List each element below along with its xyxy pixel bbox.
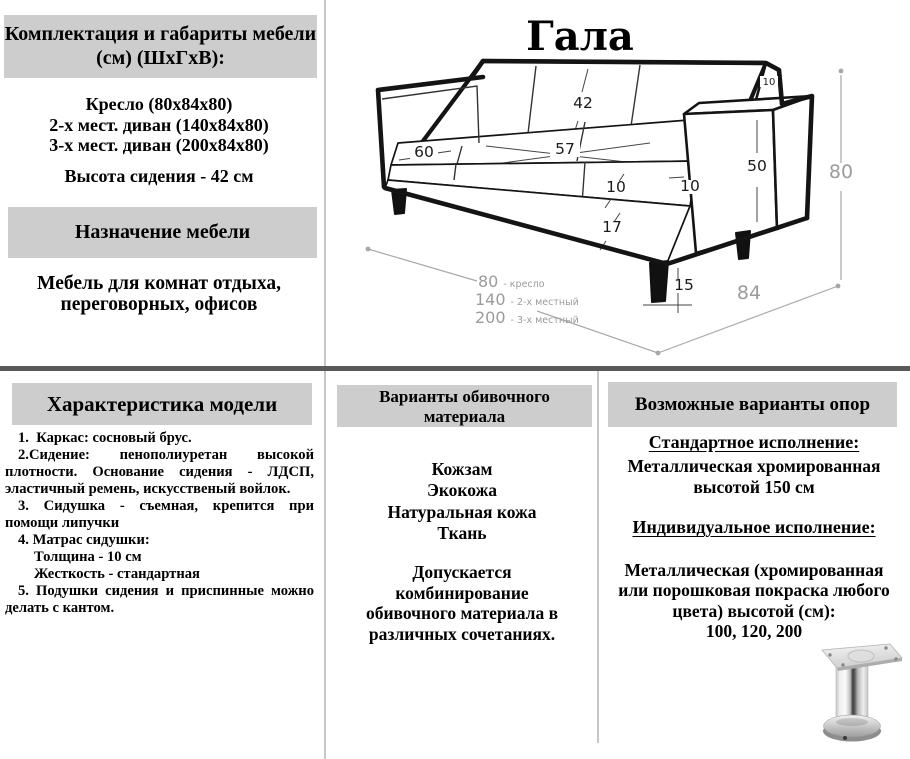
leg-screw-hole bbox=[884, 646, 887, 649]
dim-leg-height: 15 bbox=[674, 276, 694, 294]
characteristics-line: помощи липучки bbox=[5, 515, 120, 531]
upholstery-header-box bbox=[337, 385, 592, 427]
material-item: Натуральная кожа bbox=[387, 501, 537, 522]
upholstery-note-line: комбинирование bbox=[395, 582, 529, 603]
upholstery-header-title: Варианты обивочного материала bbox=[379, 387, 550, 426]
material-item: Экокожа bbox=[426, 480, 498, 501]
standard-version-line: Металлическая хромированная bbox=[627, 456, 881, 476]
standard-version-title: Стандартное исполнение: bbox=[648, 432, 860, 452]
upholstery-materials-list bbox=[332, 459, 592, 545]
upholstery-note bbox=[332, 562, 592, 644]
leg-base-shadow bbox=[836, 718, 868, 726]
dim-dot bbox=[839, 69, 844, 74]
custom-version-line: цвета) высотой (см): bbox=[672, 600, 836, 621]
upholstery-note-line: различных сочетаниях. bbox=[368, 623, 556, 644]
page-title: Гала bbox=[526, 13, 634, 60]
custom-version-line: Металлическая (хромированная bbox=[624, 560, 884, 580]
standard-version-line: высотой 150 см bbox=[693, 476, 815, 497]
dimensions-header-title: Комплектация и габариты мебели (см) (ШхГхВ): bbox=[4, 23, 317, 69]
leg-screw-hole bbox=[841, 663, 844, 666]
standard-version-text bbox=[604, 456, 904, 497]
leg-plate-recess bbox=[848, 650, 874, 662]
vertical-divider-bottom-left bbox=[324, 371, 326, 759]
upholstery-note-line: Допускается bbox=[412, 562, 512, 582]
material-item: Ткань bbox=[437, 523, 487, 544]
length-legend-armchair: 80 - кресло bbox=[478, 272, 545, 291]
leg-base-dot bbox=[843, 736, 847, 740]
length-legend-two-seat: 140 - 2-х местный bbox=[475, 290, 579, 309]
custom-version-text bbox=[604, 560, 904, 641]
dimensions-list bbox=[0, 94, 318, 156]
characteristics-header-box bbox=[12, 383, 312, 425]
characteristics-header-title: Характеристика модели bbox=[46, 392, 278, 416]
length-legend-three-seat: 200 - 3-х местный bbox=[475, 308, 579, 327]
characteristics-list bbox=[5, 430, 314, 617]
characteristics-line: 1. Каркас: сосновый брус. bbox=[18, 430, 192, 446]
dimensions-list-item: 3-х мест. диван (200х84х80) bbox=[49, 135, 269, 155]
dim-base-front-height: 17 bbox=[602, 218, 622, 236]
characteristics-line: делать с кантом. bbox=[5, 600, 115, 616]
custom-version-line: или порошковая покраска любого bbox=[618, 580, 890, 601]
characteristics-line: плотности. Основание сидения - ЛДСП, bbox=[5, 464, 314, 480]
dimensions-header-box bbox=[4, 15, 317, 78]
characteristics-line: Толщина - 10 см bbox=[34, 549, 142, 565]
custom-version-title: Индивидуальное исполнение: bbox=[632, 517, 876, 537]
chrome-leg-image bbox=[806, 630, 910, 759]
purpose-header-title: Назначение мебели bbox=[74, 221, 251, 243]
supports-header-box bbox=[608, 382, 897, 427]
characteristics-line: 2.Сидение: пенополиуретан высокой bbox=[18, 447, 314, 463]
characteristics-line: 3. Сидушка - съемная, крепится при bbox=[18, 498, 314, 514]
dim-armrest-panel-height: 50 bbox=[747, 157, 767, 175]
dim-overall-depth: 84 bbox=[736, 282, 762, 304]
characteristics-line: эластичный ремень, искусственый войлок. bbox=[5, 481, 291, 497]
dim-back-top-edge: 10 bbox=[762, 77, 776, 88]
custom-version-line: 100, 120, 200 bbox=[705, 620, 803, 641]
dim-seat-depth: 60 bbox=[414, 143, 434, 161]
leg-screw-hole bbox=[894, 657, 897, 660]
dimensions-list-item: 2-х мест. диван (140х84х80) bbox=[49, 114, 269, 135]
purpose-text: Мебель для комнат отдыха, переговорных, офисов bbox=[37, 273, 281, 315]
dim-seat-cushion-width: 57 bbox=[555, 140, 575, 158]
dim-back-cushion-height: 42 bbox=[573, 94, 593, 112]
sofa-diagram bbox=[326, 0, 910, 375]
dimensions-list-item: Кресло (80х84х80) bbox=[85, 94, 233, 114]
dim-cushion-thickness: 10 bbox=[606, 178, 626, 196]
upholstery-note-line: обивочного материала в bbox=[365, 603, 559, 624]
dim-overall-height: 80 bbox=[828, 161, 854, 183]
seat-height-note: Высота сидения - 42 см bbox=[64, 166, 254, 186]
leg-screw-hole bbox=[828, 653, 831, 656]
purpose-header-box bbox=[8, 207, 317, 258]
supports-header-title: Возможные варианты опор bbox=[634, 394, 871, 415]
characteristics-line: 5. Подушки сидения и приспинные можно bbox=[18, 583, 314, 599]
characteristics-line: Жесткость - стандартная bbox=[34, 566, 200, 582]
dim-armrest-width: 10 bbox=[680, 177, 700, 195]
characteristics-line: 4. Матрас сидушки: bbox=[18, 532, 150, 548]
sofa-leg-front-right bbox=[650, 261, 668, 302]
material-item: Кожзам bbox=[431, 459, 493, 479]
vertical-divider-bottom-right bbox=[597, 371, 599, 743]
